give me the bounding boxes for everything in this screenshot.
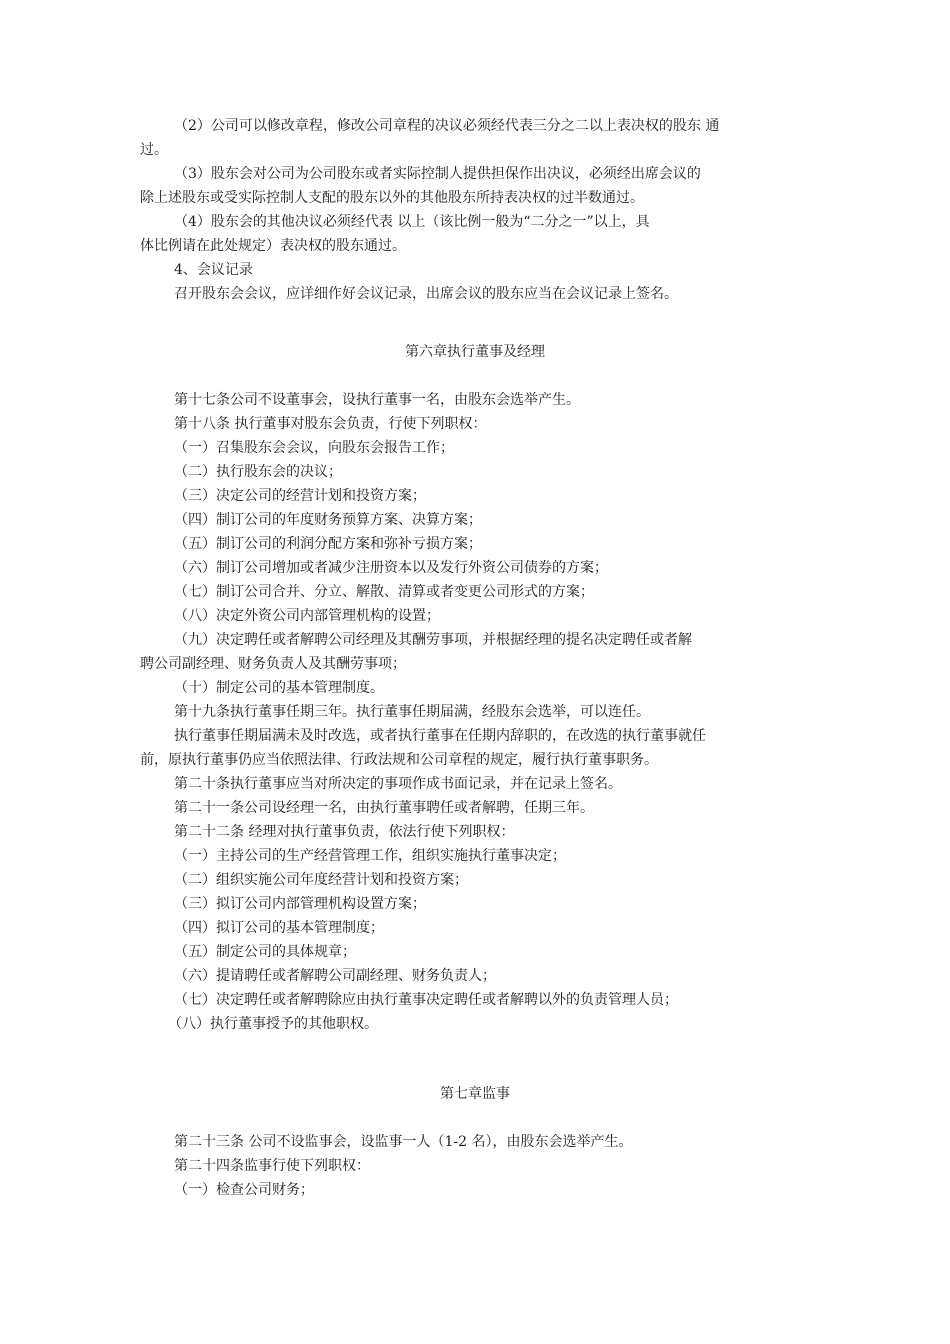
article-20: 第二十条执行董事应当对所决定的事项作成书面记录，并在记录上签名。 [174,776,622,792]
list-item: （七）决定聘任或者解聘除应由执行董事决定聘任或者解聘以外的负责管理人员； [174,992,678,1008]
paragraph-line: （2）公司可以修改章程，修改公司章程的决议必须经代表三分之二以上表决权的股东 通 [174,118,720,134]
chapter-6-body [140,388,820,1036]
shareholder-resolutions-section [140,114,820,306]
list-item: （六）制订公司增加或者减少注册资本以及发行外资公司债券的方案； [174,560,608,576]
list-item: （三）拟订公司内部管理机构设置方案； [174,896,426,912]
list-item: （七）制订公司合并、分立、解散、清算或者变更公司形式的方案； [174,584,594,600]
list-item: （八）执行董事授予的其他职权。 [168,1016,378,1032]
list-item: （八）决定外资公司内部管理机构的设置； [174,608,440,624]
paragraph-line: 召开股东会会议，应详细作好会议记录，出席会议的股东应当在会议记录上签名。 [174,286,678,302]
paragraph-line: （3）股东会对公司为公司股东或者实际控制人提供担保作出决议，必须经出席会议的 [174,166,701,182]
article-21: 第二十一条公司设经理一名，由执行董事聘任或者解聘，任期三年。 [174,800,594,816]
list-item: （二）组织实施公司年度经营计划和投资方案； [174,872,468,888]
paragraph-line: 体比例请在此处规定）表决权的股东通过。 [140,238,406,254]
article-17: 第十七条公司不设董事会，设执行董事一名，由股东会选举产生。 [174,392,580,408]
chapter-7-title: 第七章监事 [440,1086,510,1102]
paragraph-line: 执行董事任期届满未及时改选，或者执行董事在任期内辞职的，在改选的执行董事就任 [174,728,706,744]
paragraph-line: （4）股东会的其他决议必须经代表 以上（该比例一般为“二分之一”以上，具 [174,214,650,230]
list-item: （十）制定公司的基本管理制度。 [174,680,384,696]
list-item: （一）召集股东会会议，向股东会报告工作； [174,440,454,456]
article-23: 第二十三条 公司不设监事会，设监事一人（1-2 名），由股东会选举产生。 [174,1134,633,1150]
article-24: 第二十四条监事行使下列职权： [174,1158,370,1174]
article-22: 第二十二条 经理对执行董事负责，依法行使下列职权： [174,824,515,840]
list-item: （二）执行股东会的决议； [174,464,342,480]
paragraph-line: 除上述股东或受实际控制人支配的股东以外的其他股东所持表决权的过半数通过。 [140,190,644,206]
list-item: （五）制定公司的具体规章； [174,944,356,960]
list-item: （五）制订公司的利润分配方案和弥补亏损方案； [174,536,482,552]
list-item: （一）主持公司的生产经营管理工作，组织实施执行董事决定； [174,848,566,864]
paragraph-line: 前，原执行董事仍应当依照法律、行政法规和公司章程的规定，履行执行董事职务。 [140,752,658,768]
list-item: （四）制订公司的年度财务预算方案、决算方案； [174,512,482,528]
paragraph-line: 4、会议记录 [174,262,253,278]
article-18: 第十八条 执行董事对股东会负责，行使下列职权： [174,416,487,432]
chapter-7-body [140,1130,820,1202]
article-19: 第十九条执行董事任期三年。执行董事任期届满，经股东会选举，可以连任。 [174,704,650,720]
chapter-6-title: 第六章执行董事及经理 [405,344,545,360]
list-item-continuation: 聘公司副经理、财务负责人及其酬劳事项； [140,656,406,672]
paragraph-line: 过。 [140,142,168,158]
list-item: （六）提请聘任或者解聘公司副经理、财务负责人； [174,968,496,984]
list-item: （四）拟订公司的基本管理制度； [174,920,384,936]
list-item: （九）决定聘任或者解聘公司经理及其酬劳事项，并根据经理的提名决定聘任或者解 [174,632,692,648]
list-item: （三）决定公司的经营计划和投资方案； [174,488,426,504]
list-item: （一）检查公司财务； [174,1182,314,1198]
